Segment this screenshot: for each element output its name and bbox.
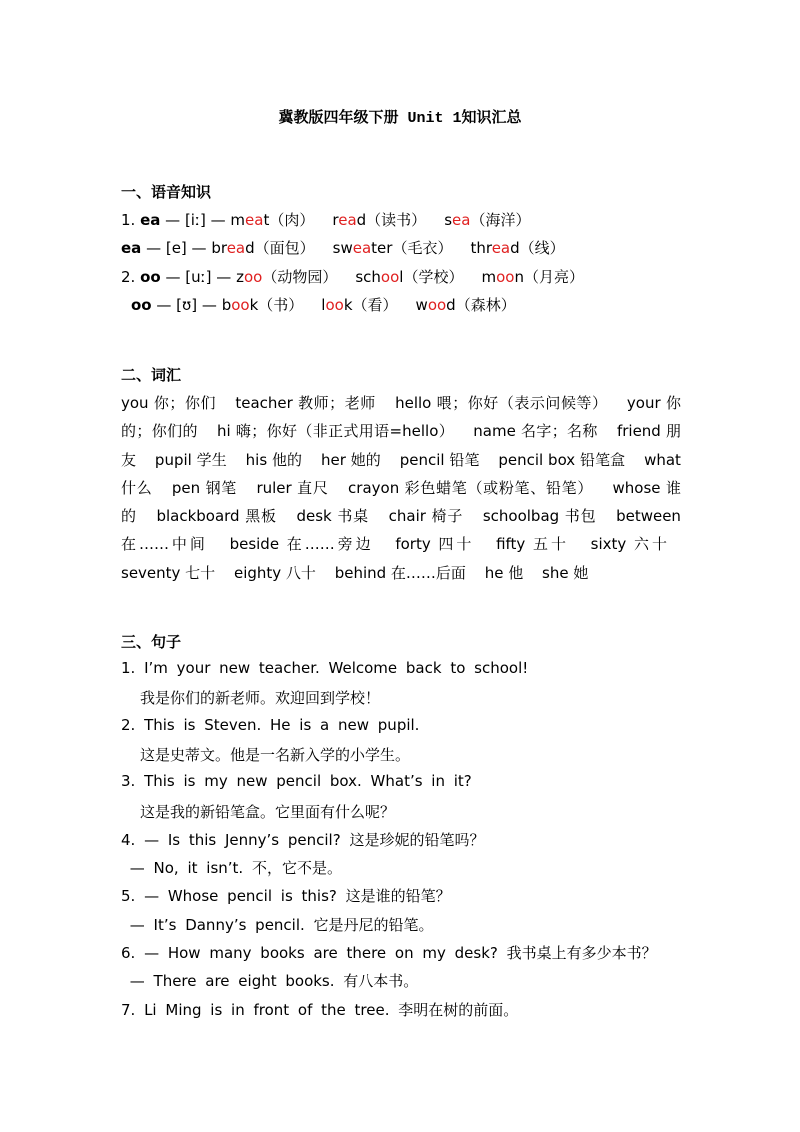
sentence-line: — There are eight books. 有八本书。: [121, 972, 419, 991]
word-part: d: [356, 211, 367, 229]
sentence-line: 7. Li Ming is in front of the tree. 李明在树的前面。: [121, 1000, 519, 1019]
word-highlight: oo: [427, 296, 447, 314]
word-gloss: （肉）: [269, 211, 315, 229]
vocab-item: between 在……中间: [121, 507, 681, 554]
word-part: sw: [332, 239, 353, 257]
word-part: ter: [371, 239, 393, 257]
sentence-line: 我是你们的新老师。欢迎回到学校！: [140, 689, 381, 708]
title-cn-prefix: 冀教版四年级下册: [278, 108, 399, 126]
word-highlight: oo: [243, 268, 263, 286]
phonics-ipa: [ʊ]: [176, 296, 198, 314]
word-highlight: ea: [245, 211, 264, 229]
word-highlight: oo: [380, 268, 400, 286]
word-part: d: [245, 239, 255, 257]
phonics-ipa: [e]: [165, 239, 187, 257]
phonics-number: 1.: [121, 211, 141, 229]
phonics-word: [481, 268, 584, 286]
page-title: [0, 106, 800, 127]
phonics-word: [236, 268, 337, 286]
word-part: l: [321, 296, 326, 314]
vocab-item: hello 喂；你好（表示问候等）: [395, 394, 608, 412]
phonics-word: [211, 239, 314, 257]
vocab-item: fifty 五十: [496, 535, 569, 554]
phonics-dash: —: [186, 239, 212, 257]
vocab-item: pupil 学生: [154, 450, 227, 469]
vocab-item: name 名字；名称: [473, 422, 598, 441]
vocab-item: schoolbag 书包: [482, 507, 597, 526]
word-gloss: （书）: [258, 296, 304, 314]
word-part: t: [263, 211, 270, 229]
word-highlight: oo: [325, 296, 344, 314]
vocab-item: blackboard 黑板: [156, 507, 277, 526]
phonics-line: [131, 294, 516, 315]
word-highlight: oo: [231, 296, 250, 314]
word-part: b: [221, 296, 232, 314]
sentence-line: — It’s Danny’s pencil. 它是丹尼的铅笔。: [121, 915, 434, 934]
vocab-heading: 二、词汇: [121, 366, 182, 384]
sentence-line: 1. I’m your new teacher. Welcome back to school!: [121, 659, 529, 677]
word-gloss: （看）: [352, 296, 398, 314]
vocab-item: sixty 六十: [590, 535, 667, 554]
word-gloss: （线）: [519, 239, 565, 257]
vocab-item: you 你；你们: [121, 394, 217, 412]
sentence-line: 5. — Whose pencil is this? 这是谁的铅笔？: [121, 887, 451, 906]
vocab-item: desk 书桌: [296, 507, 370, 526]
word-part: l: [399, 268, 404, 286]
phonics-word: [416, 296, 516, 314]
vocab-item: chair 椅子: [388, 507, 464, 526]
phonics-ipa: [iː]: [184, 211, 206, 229]
vocab-item: his 他的: [245, 450, 303, 469]
sentence-line: 6. — How many books are there on my desk? 我书桌上有多少本书？: [121, 944, 657, 962]
word-part: thr: [470, 239, 492, 257]
word-gloss: （月亮）: [523, 268, 584, 286]
phonics-dash: —: [151, 296, 177, 314]
vocab-item: what 什么: [121, 450, 681, 497]
sentences-heading: 三、句子: [121, 633, 182, 651]
vocab-item: ruler 直尺: [256, 478, 329, 497]
phonics-pattern: oo: [140, 268, 161, 286]
vocab-item: crayon 彩色蜡笔（或粉笔、铅笔）: [348, 478, 594, 497]
word-part: r: [332, 211, 339, 229]
phonics-pattern: ea: [121, 239, 142, 257]
word-gloss: （读书）: [366, 211, 427, 229]
vocab-item: whose 谁的: [121, 478, 681, 526]
word-gloss: （海洋）: [470, 211, 531, 229]
vocab-item: seventy 七十: [121, 563, 216, 582]
phonics-word: [321, 296, 397, 314]
vocab-item: friend 朋友: [121, 422, 681, 469]
word-part: n: [514, 268, 524, 286]
word-part: m: [230, 211, 246, 229]
sentence-line: 4. — Is this Jenny’s pencil? 这是珍妮的铅笔吗？: [121, 830, 485, 849]
word-highlight: ea: [338, 211, 357, 229]
phonics-word: [222, 296, 304, 314]
vocab-paragraph: [121, 389, 681, 587]
phonics-word: [444, 211, 530, 229]
phonics-ipa: [uː]: [185, 268, 212, 286]
vocab-item: beside 在……旁边: [229, 535, 374, 554]
word-part: k: [343, 296, 353, 314]
sentence-line: 这是我的新铅笔盒。它里面有什么呢？: [140, 802, 396, 821]
phonics-word: [230, 211, 314, 229]
word-gloss: （学校）: [403, 268, 464, 286]
word-part: br: [211, 239, 227, 257]
phonics-number: 2.: [121, 268, 141, 286]
phonics-word: [355, 268, 463, 286]
word-part: d: [446, 296, 456, 314]
title-cn-suffix: 知识汇总: [461, 108, 522, 126]
vocab-item: eighty 八十: [233, 563, 316, 582]
vocab-item: forty 四十: [395, 535, 475, 554]
word-highlight: ea: [491, 239, 511, 257]
vocab-item: your 你的；你们的: [121, 394, 681, 441]
word-highlight: ea: [352, 239, 372, 257]
sentence-line: 2. This is Steven. He is a new pupil.: [121, 715, 420, 734]
word-part: z: [236, 268, 244, 286]
word-gloss: （面包）: [254, 239, 315, 257]
phonics-dash: —: [160, 211, 185, 229]
vocab-item: behind 在……后面: [334, 563, 466, 582]
phonics-line: [121, 266, 584, 287]
phonics-word: [333, 239, 453, 257]
word-part: k: [249, 296, 259, 314]
vocab-item: pen 钢笔: [171, 478, 237, 497]
sentence-line: 3. This is my new pencil box. What’s in it?: [121, 772, 472, 791]
phonics-line: [121, 209, 530, 230]
phonics-dash: —: [205, 211, 231, 229]
vocab-item: teacher 教师；老师: [235, 394, 376, 412]
word-part: sch: [355, 268, 381, 286]
word-gloss: （森林）: [455, 296, 516, 314]
phonics-line: [121, 237, 565, 258]
word-gloss: （动物园）: [262, 268, 338, 286]
phonics-heading: 一、语音知识: [121, 183, 212, 201]
phonics-pattern: ea: [140, 211, 161, 229]
word-highlight: ea: [226, 239, 246, 257]
sentence-line: 这是史蒂文。他是一名新入学的小学生。: [140, 745, 411, 764]
title-unit: Unit 1: [398, 110, 462, 127]
phonics-word: [332, 211, 426, 229]
vocab-item: he 他: [484, 563, 524, 582]
vocab-item: she 她: [542, 563, 589, 582]
word-part: d: [510, 239, 520, 257]
vocab-item: hi 嗨；你好（非正式用语=hello）: [217, 422, 455, 441]
word-highlight: ea: [452, 211, 471, 229]
vocab-item: her 她的: [320, 450, 381, 469]
word-gloss: （毛衣）: [392, 239, 453, 257]
sentence-line: — No, it isn’t. 不，它不是。: [121, 859, 342, 878]
word-part: s: [444, 211, 453, 229]
word-highlight: oo: [496, 268, 515, 286]
vocab-item: pencil box 铅笔盒: [498, 450, 626, 469]
word-part: m: [481, 268, 497, 286]
phonics-dash: —: [160, 268, 186, 286]
phonics-dash: —: [211, 268, 237, 286]
word-part: w: [415, 296, 428, 314]
vocab-item: pencil 铅笔: [399, 450, 480, 469]
phonics-dash: —: [141, 239, 166, 257]
phonics-pattern: oo: [131, 296, 152, 314]
phonics-dash: —: [197, 296, 222, 314]
phonics-word: [470, 239, 564, 257]
